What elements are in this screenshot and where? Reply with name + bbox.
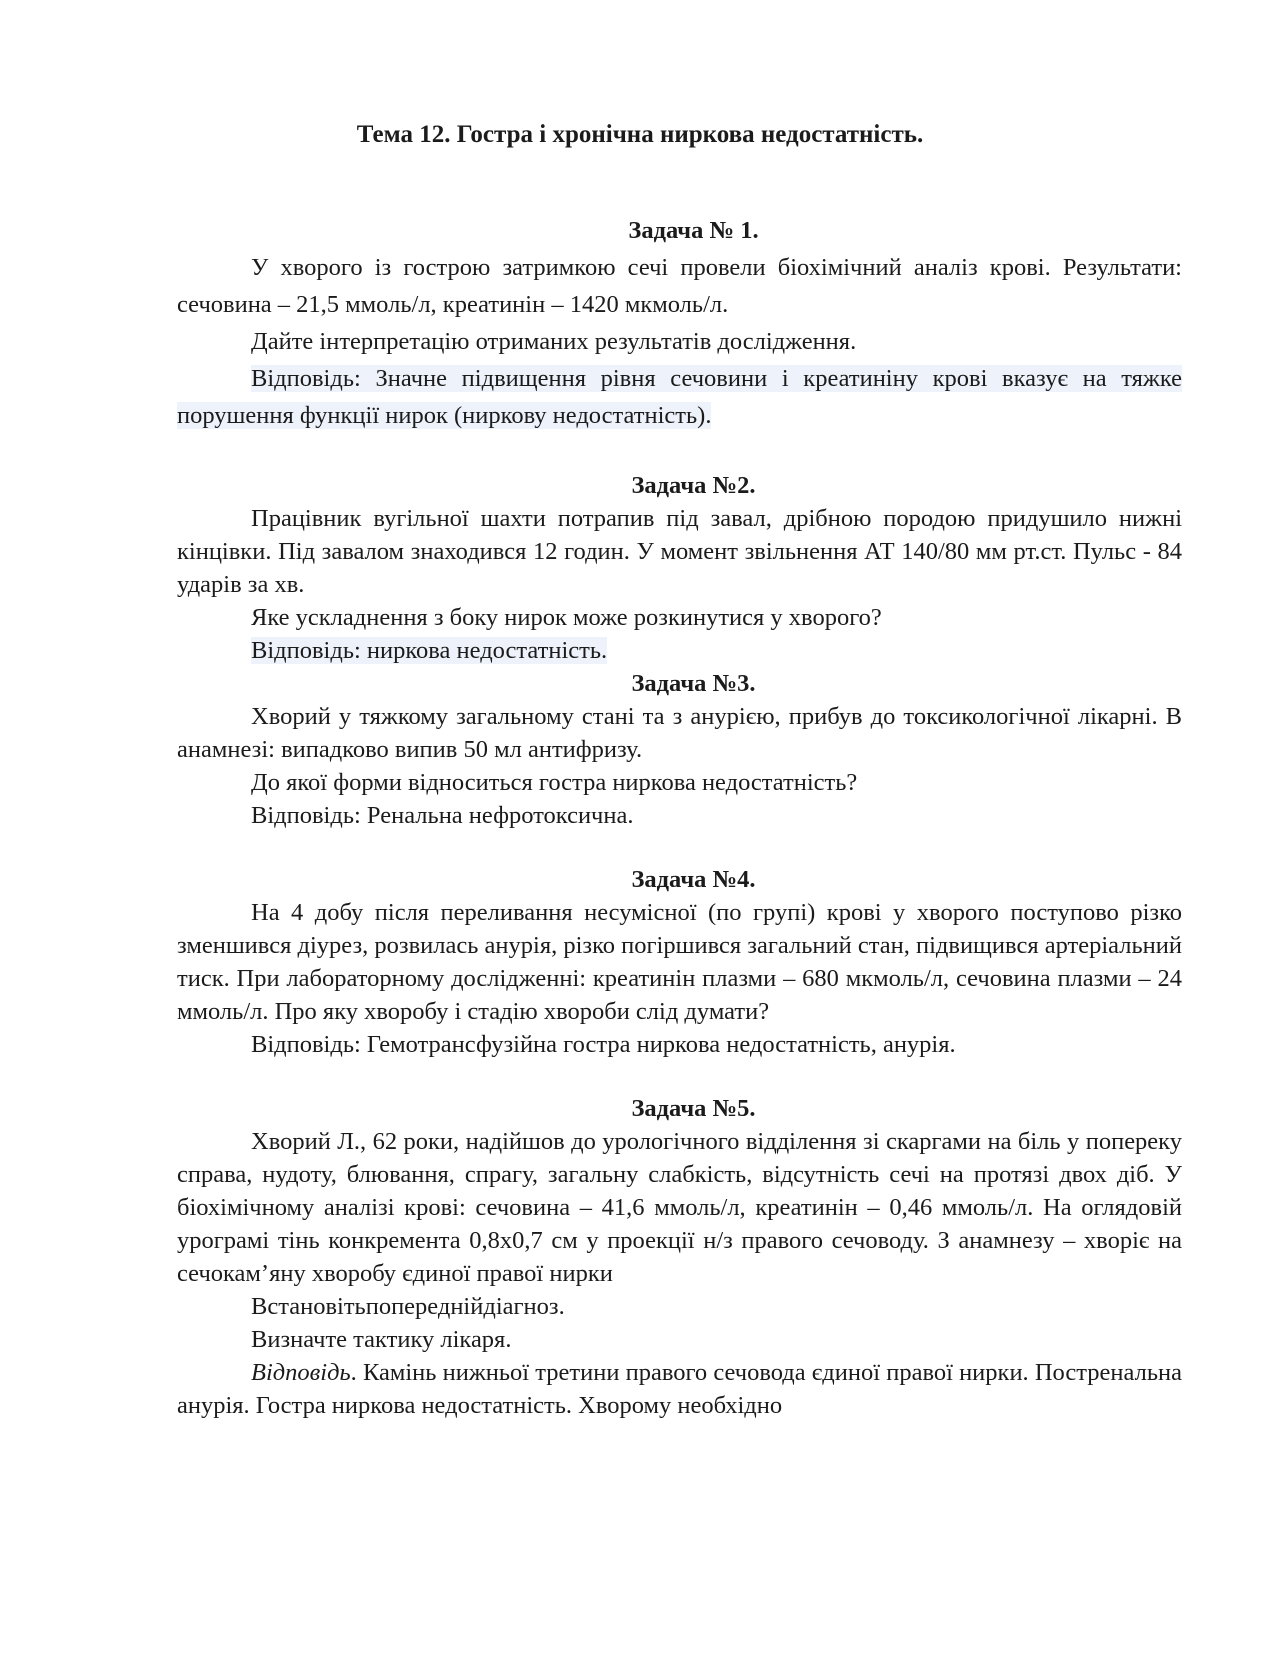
task-heading: Задача №2. (631, 472, 756, 499)
task-condition: Хворий Л., 62 роки, надійшов до урологічного відділення зі скаргами на біль у поперeку справа, нудоту, блювання, спрагу, загальну слабкість, відсутність сечі на протязі двох діб. У біохімічному аналізі крові: сечовина – 41,6 ммоль/л, креатинін – 0,46 ммоль/л. На оглядовій урограмі тінь конкремента 0,8х0,7 см у проекції н/з правого сечоводу. З анамнезу – хворіє на сечокам’яну хворобу єдиної правої нирки (177, 1128, 1182, 1287)
spacer (177, 434, 1182, 472)
task-heading: Задача №5. (631, 1095, 756, 1122)
task-answer (177, 1356, 1182, 1422)
spacer (177, 832, 1182, 863)
task-heading: Задача №4. (631, 866, 756, 893)
task-answer-text: . Камінь нижньої третини правого сечовода єдиної правої нирки. Постренальна анурія. Гостра ниркова недостатність. Хворому необхідно (177, 1359, 1182, 1419)
task-question: Встановітьпопереднійдіагноз. (251, 1293, 565, 1320)
task-4 (177, 863, 1182, 1061)
task-3 (177, 667, 1182, 832)
task-5 (177, 1092, 1182, 1422)
task-condition: На 4 добу після переливання несумісної (по групі) крові у хворого поступово різко зменшився діурез, розвилась анурія, різко погіршився загальний стан, підвищився артеріальний тиск. При лабораторному дослідженні: креатинін плазми – 680 мкмоль/л, сечовина плазми – 24 ммоль/л. Про яку хворобу і стадію хвороби слід думати? (177, 899, 1182, 1025)
task-answer-label: Відповідь (251, 1359, 351, 1386)
task-answer-text: Відповідь: ниркова недостатність. (251, 637, 608, 664)
task-condition: У хворого із гострою затримкою сечі провели біохімічний аналіз крові. Результати: сечовина – 21,5 ммоль/л, креатинін – 1420 мкмоль/л. (177, 254, 1182, 318)
task-heading: Задача № 1. (628, 217, 759, 244)
task-answer (177, 360, 1182, 434)
task-condition: Хворий у тяжкому загальному стані та з анурією, прибув до токсикологічної лікарні. В анамнезі: випадково випив 50 мл антифризу. (177, 703, 1182, 763)
task-answer-text: Відповідь: Значне підвищення рівня сечовини і креатиніну крові вказує на тяжке порушення функції нирок (ниркову недостатність). (177, 365, 1182, 429)
task-condition: Працівник вугільної шахти потрапив під завал, дрібною породою придушило нижні кінцівки. Під завалом знаходився 12 годин. У момент звільнення АТ 140/80 мм рт.ст. Пульс - 84 ударів за хв. (177, 505, 1182, 598)
task-answer: Відповідь: Гемотрансфузійна гостра ниркова недостатність, анурія. (251, 1031, 956, 1058)
task-heading: Задача №3. (631, 670, 756, 697)
task-answer: Відповідь: Ренальна нефротоксична. (251, 802, 634, 829)
task-question: Яке ускладнення з боку нирок може розкинутися у хворого? (251, 604, 882, 631)
task-answer (177, 634, 1182, 667)
spacer (177, 1061, 1182, 1092)
task-question: Визначте тактику лікаря. (251, 1326, 512, 1353)
task-question: До якої форми відноситься гостра ниркова недостатність? (251, 769, 858, 796)
task-1 (177, 212, 1182, 434)
task-question: Дайте інтерпретацію отриманих результатів дослідження. (251, 328, 857, 355)
page-title: Тема 12. Гостра і хронічна ниркова недостатність. (356, 121, 924, 148)
document-body (177, 212, 1182, 1422)
task-2 (177, 469, 1182, 667)
